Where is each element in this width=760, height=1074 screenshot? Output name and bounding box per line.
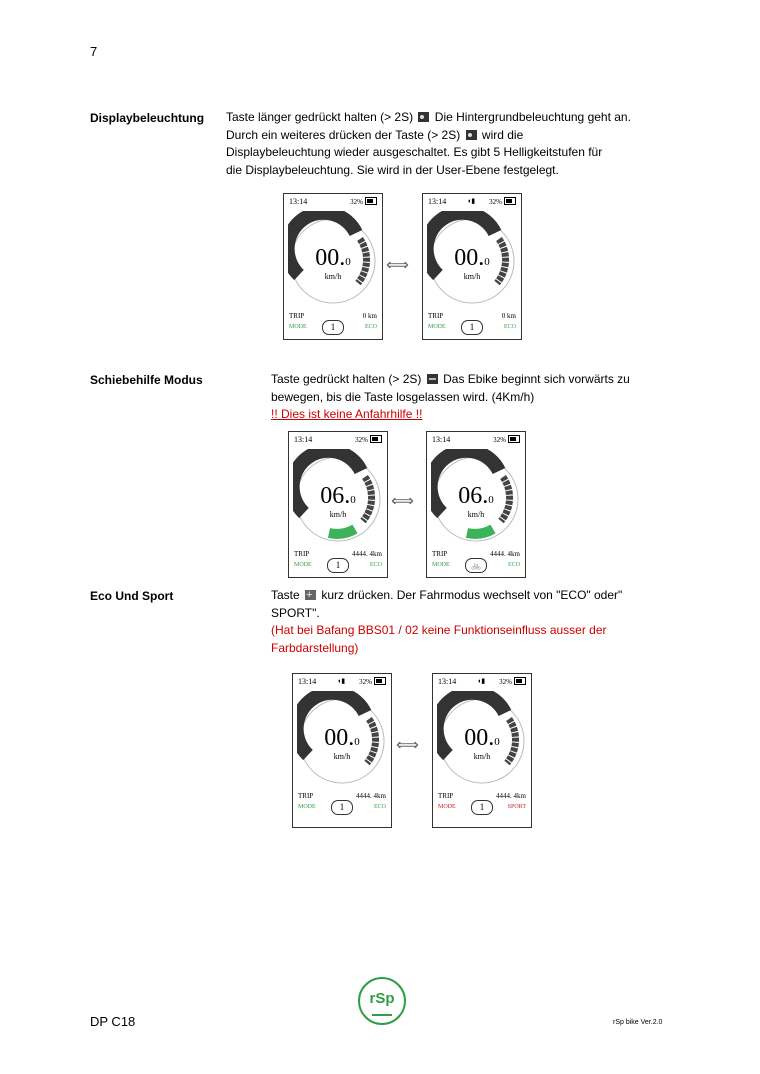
speed-readout [293,726,391,754]
text-line: die Displaybeleuchtung. Sie wird in der User-Ebene festgelegt. [226,162,559,177]
mode-label: MODE [298,804,316,810]
battery-icon [504,197,516,205]
assist-level: 1 [322,320,344,335]
clock-readout: 13:14 [294,435,313,444]
speed-readout [433,726,531,754]
mode-label: MODE [432,562,450,568]
battery-percent: 32% [359,678,372,686]
battery-percent: 32% [355,436,368,444]
mode-value: ECO [374,804,386,810]
mode-value: ECO [370,562,382,568]
battery-indicator [355,435,382,444]
speed-unit: km/h [463,272,481,281]
speed-readout [284,246,382,274]
trip-value: 4444. 4km [356,792,386,800]
trip-label: TRIP [428,312,444,320]
mode-value: ECO [504,324,516,330]
trip-value: 4444. 4km [496,792,526,800]
assist-level: 1 [327,558,349,573]
speed-readout [423,246,521,274]
battery-percent: 32% [350,198,363,206]
text-line: Die Hintergrundbeleuchtung geht an. [434,110,631,124]
battery-indicator [359,677,386,686]
display-mockup [292,673,392,828]
trip-label: TRIP [294,550,310,558]
speed-value: 06. [320,483,351,509]
push-assist-button-icon [427,374,438,384]
trip-value: 4444. 4km [352,550,382,558]
double-arrow-icon: ⟺ [386,257,409,274]
light-indicator-icon: ◖▮ [477,677,486,685]
mode-label: MODE [438,804,456,810]
battery-icon [365,197,377,205]
speed-decimal: 0 [354,736,360,748]
rsp-logo: rSp [358,977,406,1025]
speed-decimal: 0 [484,256,490,268]
speed-unit: km/h [467,510,485,519]
battery-icon [514,677,526,685]
text-line: bewegen, bis die Taste losgelassen wird. (4Km/h) [271,389,535,404]
speed-decimal: 0 [494,736,500,748]
light-indicator-icon: ◖▮ [467,197,476,205]
light-indicator-icon: ◖▮ [337,677,346,685]
assist-level: 1 [461,320,483,335]
clock-readout: 13:14 [438,677,457,686]
battery-percent: 32% [499,678,512,686]
section-heading-eco-sport: Eco Und Sport [90,589,174,603]
speed-decimal: 0 [350,494,356,506]
speed-decimal: 0 [488,494,494,506]
trip-value: 4444. 4km [490,550,520,558]
trip-label: TRIP [438,792,454,800]
footer-version: rSp bike Ver.2.0 [613,1019,663,1026]
battery-indicator [350,197,377,206]
battery-percent: 32% [493,436,506,444]
light-button-icon [466,130,477,140]
double-arrow-icon: ⟺ [396,737,419,754]
display-mockup [422,193,522,340]
mode-value: ECO [508,562,520,568]
speed-value: 00. [454,245,485,271]
clock-readout: 13:14 [432,435,451,444]
assist-level: 1 [471,800,493,815]
footer-document-id: DP C18 [90,1014,136,1029]
section-text-displaybeleuchtung [226,109,631,179]
clock-readout: 13:14 [289,197,308,206]
display-mockup [288,431,388,578]
text-line: Das Ebike beginnt sich vorwärts zu [443,372,630,386]
section-text-schiebehilfe [271,371,630,424]
text-line: Durch ein weiteres drücken der Taste (> 2S) [226,127,461,142]
battery-indicator [489,197,516,206]
trip-value: 0 km [362,312,377,320]
text-line: kurz drücken. Der Fahrmodus wechselt von "ECO" oder" [321,588,623,602]
mode-value: SPORT [507,804,526,810]
section-heading-schiebehilfe: Schiebehilfe Modus [90,373,203,387]
assist-level: 🚲 [465,558,487,573]
mode-label: MODE [428,324,446,330]
double-arrow-icon: ⟺ [391,493,414,510]
display-mockup [426,431,526,578]
note-line: Farbdarstellung) [271,640,359,655]
trip-label: TRIP [432,550,448,558]
mode-button-icon [305,590,316,600]
mode-label: MODE [289,324,307,330]
speed-readout [427,484,525,512]
text-line: wird die [481,127,524,142]
text-line: SPORT". [271,605,320,620]
warning-text: !! Dies ist keine Anfahrhilfe !! [271,407,423,421]
speed-value: 00. [315,245,346,271]
mode-label: MODE [294,562,312,568]
speed-readout [289,484,387,512]
section-heading-displaybeleuchtung: Displaybeleuchtung [90,111,205,125]
speed-unit: km/h [333,752,351,761]
trip-value: 0 km [501,312,516,320]
speed-decimal: 0 [345,256,351,268]
trip-label: TRIP [298,792,314,800]
note-line: (Hat bei Bafang BBS01 / 02 keine Funktionseinfluss ausser der [271,623,607,637]
mode-value: ECO [365,324,377,330]
speed-value: 00. [324,725,355,751]
light-button-icon [418,112,429,122]
section-text-eco-sport [271,587,622,657]
clock-readout: 13:14 [298,677,317,686]
speed-unit: km/h [329,510,347,519]
speed-unit: km/h [473,752,491,761]
text-line: Taste [271,588,300,602]
assist-level: 1 [331,800,353,815]
text-line: Taste gedrückt halten (> 2S) [271,372,422,386]
trip-label: TRIP [289,312,305,320]
battery-icon [508,435,520,443]
battery-icon [370,435,382,443]
battery-indicator [493,435,520,444]
speed-unit: km/h [324,272,342,281]
speed-value: 06. [458,483,489,509]
speed-value: 00. [464,725,495,751]
display-mockup [283,193,383,340]
clock-readout: 13:14 [428,197,447,206]
page-number: 7 [90,44,98,59]
text-line: Taste länger gedrückt halten (> 2S) [226,110,414,124]
battery-indicator [499,677,526,686]
battery-percent: 32% [489,198,502,206]
battery-icon [374,677,386,685]
display-mockup [432,673,532,828]
text-line: Displaybeleuchtung wieder ausgeschaltet. Es gibt 5 Helligkeitstufen für [226,145,603,159]
